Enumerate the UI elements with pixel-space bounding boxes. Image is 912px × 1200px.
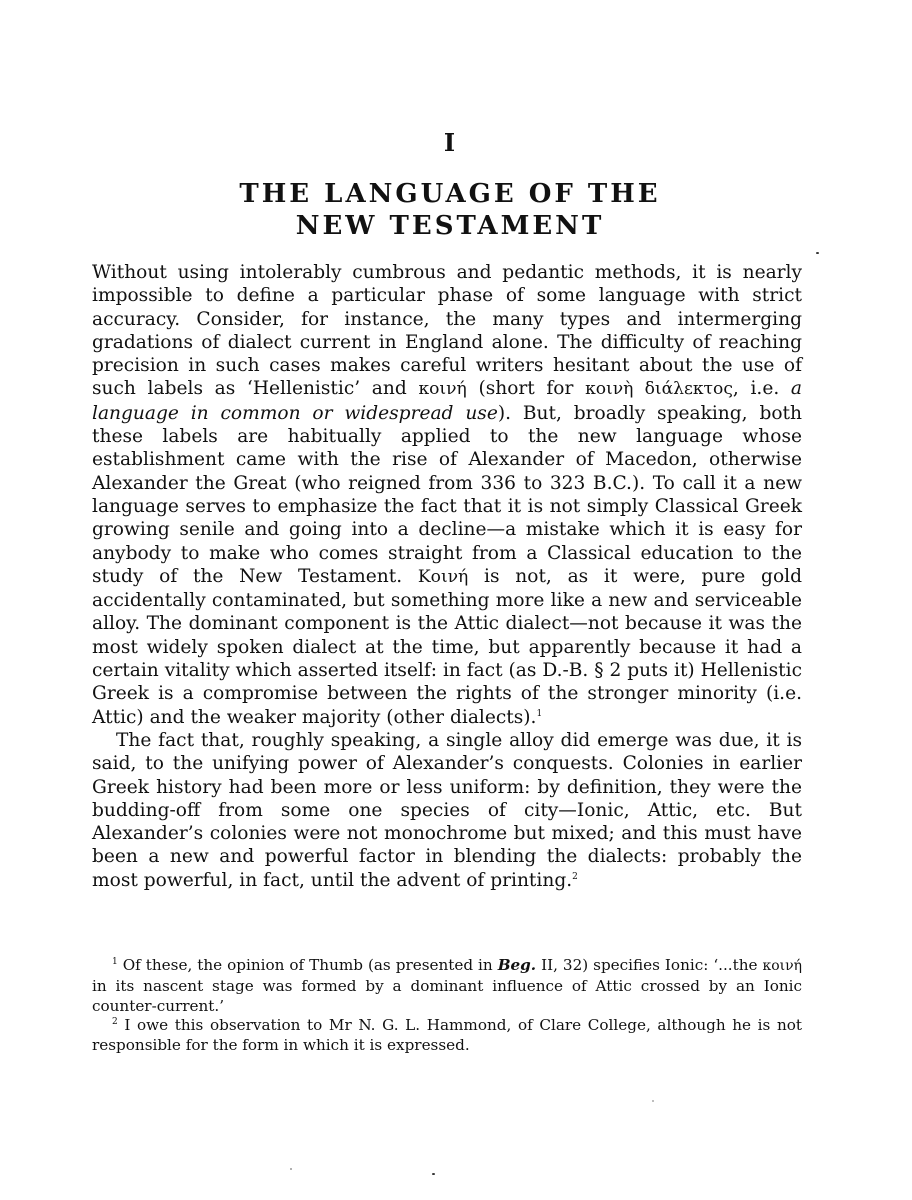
scan-speck	[432, 1173, 435, 1175]
footnote-2-text: I owe this observation to Mr N. G. L. Hammond, of Clare College, although he is not responsible for the form in which it is expressed.	[92, 1016, 802, 1055]
chapter-number: I	[443, 128, 457, 157]
paragraph-1-text-d: ). But, broadly speaking, both these labels are habitually applied to the new language whose establishment came with the rise of Alexander of Macedon, otherwise Alexander the Great (who reigned from 336 to 323 B.C.). To call it a new language serves to emphasize the fact that it is not simply Classical Greek growing senile and going into a decline—a mistake which it is easy for anybody to make who comes straight from a Classical education to the study of the New Testament.	[92, 402, 802, 587]
greek-term-koine: κοινή	[418, 379, 467, 400]
footnotes	[92, 956, 802, 1056]
scan-speck	[652, 1100, 654, 1102]
scan-speck	[816, 252, 819, 254]
footnote-2	[92, 1016, 802, 1056]
greek-term-koine-capital: Κοινή	[417, 566, 469, 587]
footnote-1-text-a: Of these, the opinion of Thumb (as presented in	[117, 956, 498, 974]
footnote-1-greek-term: κοινή	[762, 958, 802, 974]
paragraph-1	[92, 261, 802, 729]
footnote-1-italic-ref: Beg.	[497, 956, 537, 974]
body-text	[92, 261, 802, 892]
paragraph-1-text-a: Without using intolerably cumbrous and pedantic methods, it is nearly impossible to define a particular phase of some language with strict accuracy. Consider, for instance, the many types and intermerging gradations of dialect current in England alone. The difficulty of reaching precision in such cases makes careful writers hesitant about the use of such labels as ‘Hellenistic’ and	[92, 262, 802, 400]
footnote-ref-2: 2	[572, 871, 578, 882]
paragraph-1-italic-gloss: a language in common or widespread use	[92, 378, 803, 424]
paragraph-1-text-e: is not, as it were, pure gold accidentally contaminated, but something more like a new and serviceable alloy. The dominant component is the Attic dialect—not because it was the most widely spoken dialect at the time, but apparently because it had a certain vitality which asserted itself: in fact (as D.-B. § 2 puts it) Hellenistic Greek is a compromise between the rights of the stronger minority (i.e. Attic) and the weaker majority (other dialects).	[92, 565, 802, 728]
greek-term-koine-dialektos: κοινὴ διάλεκτος	[585, 379, 733, 400]
chapter-title-line-1: THE LANGUAGE OF THE	[239, 179, 661, 209]
footnote-1-text-c: in its nascent stage was formed by a dominant influence of Attic crossed by an Ionic counter-current.’	[92, 976, 802, 1015]
footnote-1-mark: 1	[112, 956, 118, 967]
paragraph-1-text-c: , i.e.	[732, 378, 791, 400]
chapter-title-line-2: NEW TESTAMENT	[295, 211, 605, 241]
chapter-title	[0, 178, 900, 242]
paragraph-2	[92, 729, 802, 892]
footnote-2-mark: 2	[112, 1017, 118, 1028]
footnote-ref-1: 1	[536, 708, 543, 719]
paragraph-1-text-b: (short for	[466, 378, 586, 400]
scan-speck	[290, 1168, 292, 1170]
paragraph-2-text: The fact that, roughly speaking, a single alloy did emerge was due, it is said, to the unifying power of Alexander’s conquests. Colonies in earlier Greek history had been more or less uniform: by definition, they were the budding-off from some one species of city—Ionic, Attic, etc. But Alexander’s colonies were not monochrome but mixed; and this must have been a new and powerful factor in blending the dialects: probably the most powerful, in fact, until the advent of printing.	[92, 729, 802, 891]
footnote-1	[92, 956, 802, 1016]
footnote-1-text-b: II, 32) specifies Ionic: ‘...the	[536, 956, 763, 974]
